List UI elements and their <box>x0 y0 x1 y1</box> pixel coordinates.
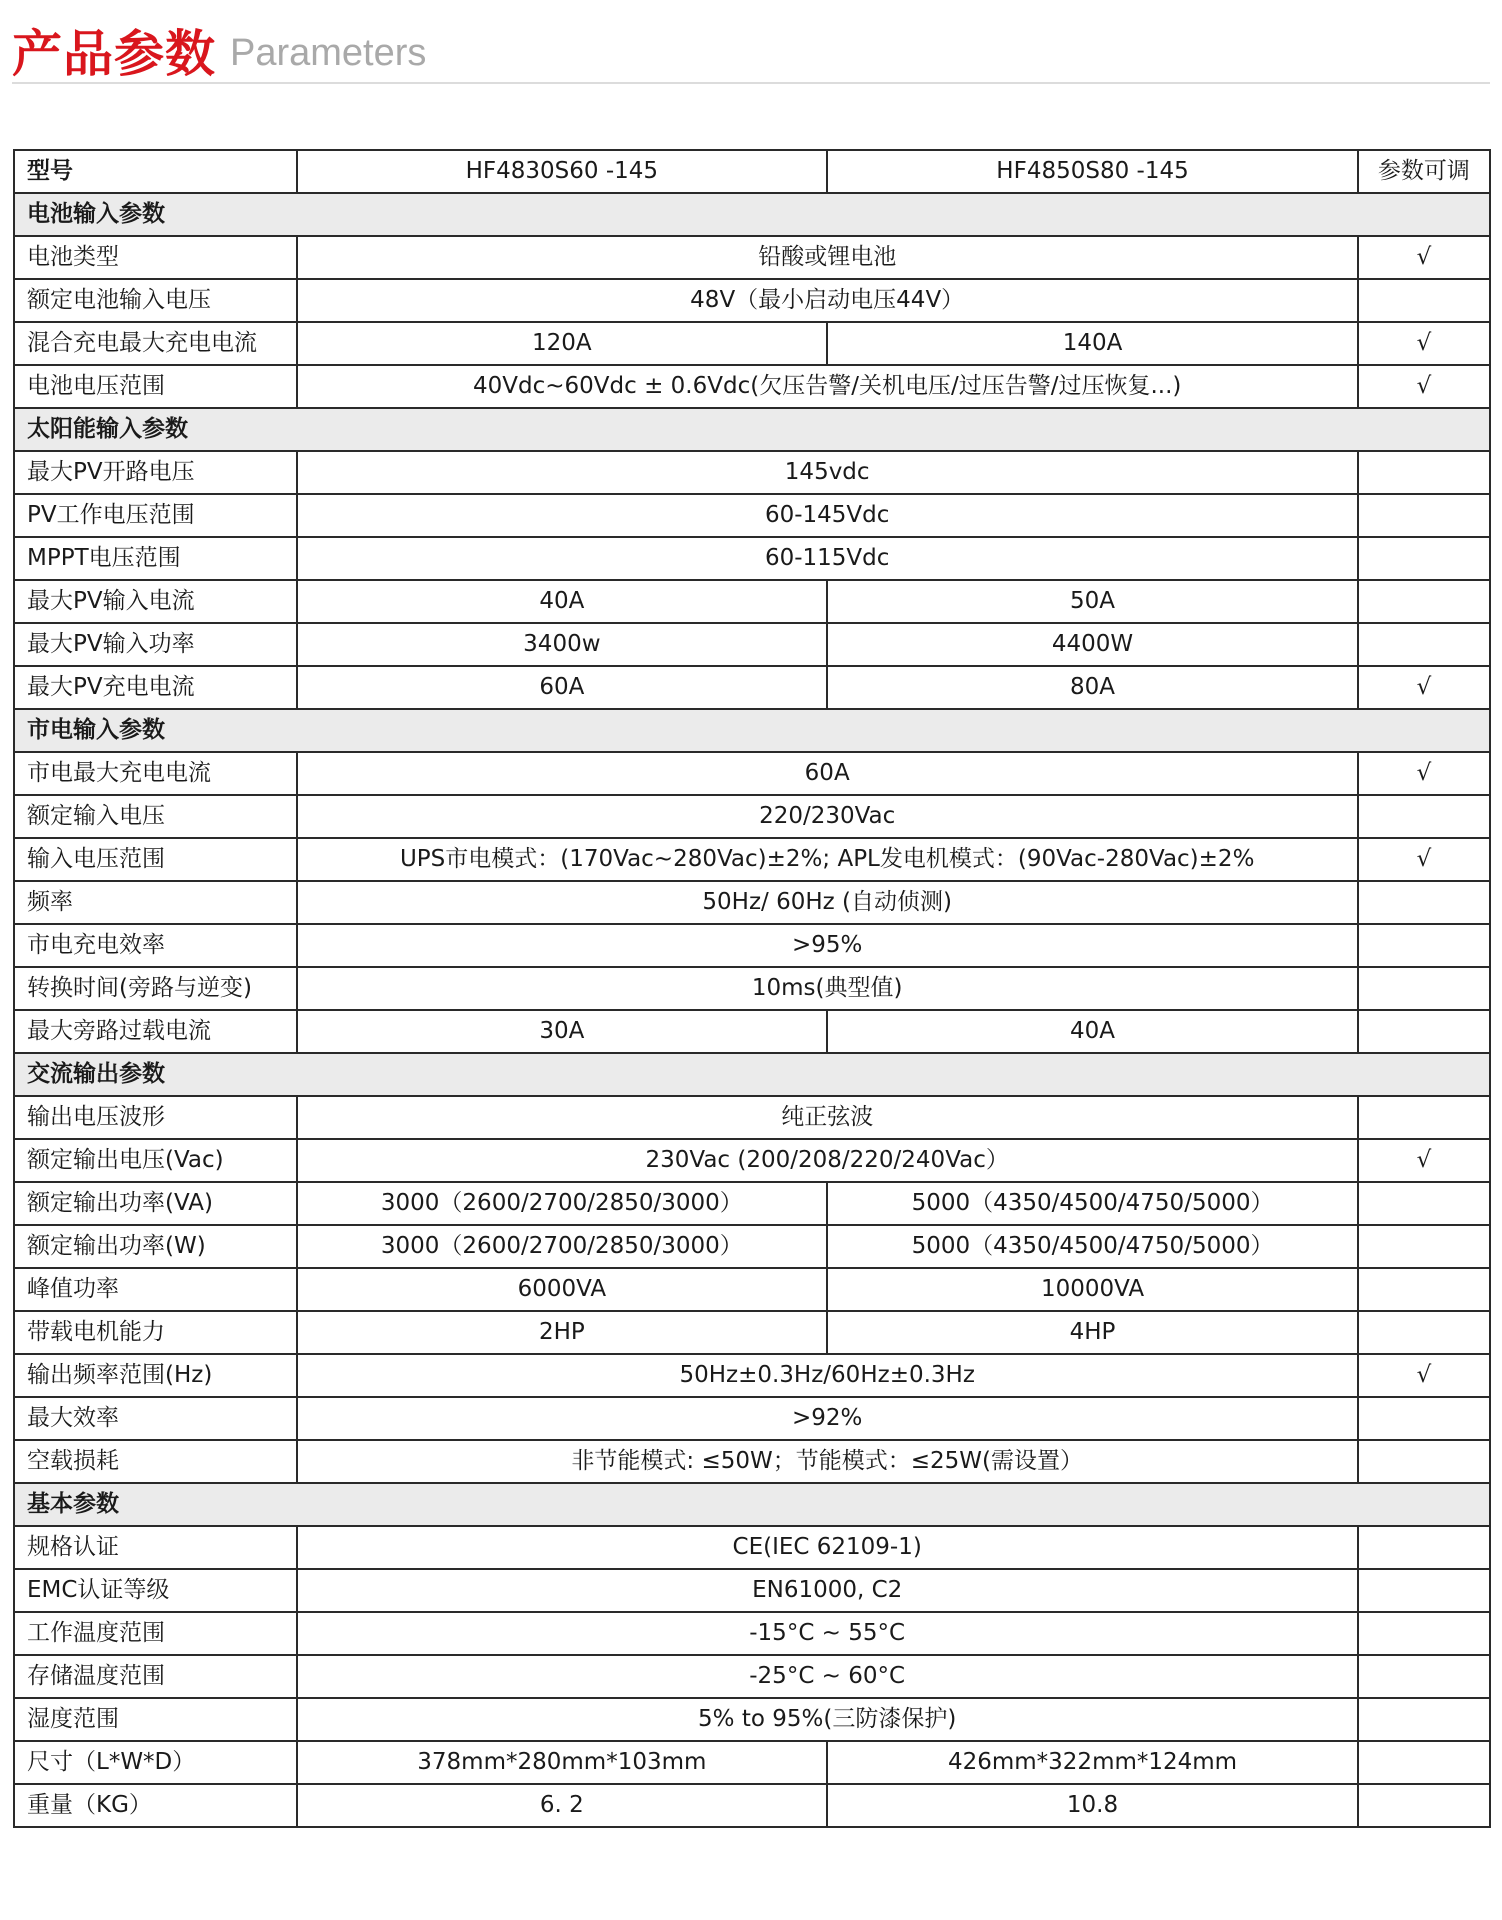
table-row <box>14 451 1490 494</box>
row-value-model-1: 120A <box>297 322 828 365</box>
row-label: 市电充电效率 <box>14 924 297 967</box>
page-subtitle: Parameters <box>230 32 427 74</box>
table-row <box>14 1655 1490 1698</box>
row-adjustable-mark: √ <box>1358 236 1490 279</box>
row-label: 最大PV输入电流 <box>14 580 297 623</box>
section-header-row <box>14 1483 1490 1526</box>
row-adjustable-mark: √ <box>1358 322 1490 365</box>
row-value-shared: 40Vdc~60Vdc ± 0.6Vdc(欠压告警/关机电压/过压告警/过压恢复...) <box>297 365 1358 408</box>
table-row <box>14 1182 1490 1225</box>
row-adjustable-mark <box>1358 279 1490 322</box>
table-row <box>14 666 1490 709</box>
table-row <box>14 1612 1490 1655</box>
row-adjustable-mark <box>1358 1569 1490 1612</box>
row-label: 额定输出电压(Vac) <box>14 1139 297 1182</box>
row-adjustable-mark <box>1358 1655 1490 1698</box>
table-row <box>14 1096 1490 1139</box>
table-row <box>14 1268 1490 1311</box>
table-row <box>14 1010 1490 1053</box>
row-adjustable-mark <box>1358 1440 1490 1483</box>
row-label: 最大效率 <box>14 1397 297 1440</box>
row-adjustable-mark: √ <box>1358 838 1490 881</box>
row-adjustable-mark <box>1358 580 1490 623</box>
table-row <box>14 1784 1490 1827</box>
row-label: 带载电机能力 <box>14 1311 297 1354</box>
row-adjustable-mark <box>1358 1268 1490 1311</box>
row-value-shared: 50Hz/ 60Hz (自动侦测) <box>297 881 1358 924</box>
row-value-shared: -25°C ~ 60°C <box>297 1655 1358 1698</box>
row-value-shared: 10ms(典型值) <box>297 967 1358 1010</box>
row-adjustable-mark <box>1358 1698 1490 1741</box>
row-adjustable-mark <box>1358 881 1490 924</box>
section-title: 市电输入参数 <box>14 709 1490 752</box>
row-value-shared: 60-115Vdc <box>297 537 1358 580</box>
table-row <box>14 838 1490 881</box>
row-label: 尺寸（L*W*D） <box>14 1741 297 1784</box>
row-value-model-1: 6. 2 <box>297 1784 828 1827</box>
row-label: 空载损耗 <box>14 1440 297 1483</box>
table-row <box>14 1354 1490 1397</box>
table-row <box>14 881 1490 924</box>
row-adjustable-mark <box>1358 451 1490 494</box>
row-value-model-2: 80A <box>827 666 1358 709</box>
row-label: 最大旁路过载电流 <box>14 1010 297 1053</box>
row-value-model-1: 6000VA <box>297 1268 828 1311</box>
section-header-row <box>14 193 1490 236</box>
row-adjustable-mark <box>1358 1225 1490 1268</box>
row-adjustable-mark <box>1358 1397 1490 1440</box>
header-adjustable: 参数可调 <box>1358 150 1490 193</box>
row-adjustable-mark <box>1358 1010 1490 1053</box>
row-value-shared: 5% to 95%(三防漆保护) <box>297 1698 1358 1741</box>
row-label: 市电最大充电电流 <box>14 752 297 795</box>
parameters-table <box>13 149 1491 1828</box>
row-label: 额定电池输入电压 <box>14 279 297 322</box>
row-value-model-1: 30A <box>297 1010 828 1053</box>
row-label: 电池类型 <box>14 236 297 279</box>
row-value-shared: CE(IEC 62109-1) <box>297 1526 1358 1569</box>
row-value-model-1: 2HP <box>297 1311 828 1354</box>
row-label: 输入电压范围 <box>14 838 297 881</box>
row-value-model-2: 40A <box>827 1010 1358 1053</box>
row-value-shared: 48V（最小启动电压44V） <box>297 279 1358 322</box>
row-value-model-1: 3400w <box>297 623 828 666</box>
table-row <box>14 322 1490 365</box>
row-adjustable-mark <box>1358 1784 1490 1827</box>
row-adjustable-mark <box>1358 1612 1490 1655</box>
row-value-model-2: 10000VA <box>827 1268 1358 1311</box>
row-value-shared: 145vdc <box>297 451 1358 494</box>
table-row <box>14 1741 1490 1784</box>
row-label: 额定输出功率(VA) <box>14 1182 297 1225</box>
table-header-row <box>14 150 1490 193</box>
row-label: MPPT电压范围 <box>14 537 297 580</box>
table-row <box>14 1526 1490 1569</box>
row-value-model-1: 60A <box>297 666 828 709</box>
section-title: 太阳能输入参数 <box>14 408 1490 451</box>
row-value-shared: EN61000, C2 <box>297 1569 1358 1612</box>
row-label: 湿度范围 <box>14 1698 297 1741</box>
row-value-model-2: 10.8 <box>827 1784 1358 1827</box>
row-label: 电池电压范围 <box>14 365 297 408</box>
row-value-shared: 铅酸或锂电池 <box>297 236 1358 279</box>
section-header-row <box>14 1053 1490 1096</box>
row-adjustable-mark <box>1358 537 1490 580</box>
row-adjustable-mark <box>1358 795 1490 838</box>
row-adjustable-mark <box>1358 1182 1490 1225</box>
row-adjustable-mark <box>1358 1096 1490 1139</box>
section-title: 基本参数 <box>14 1483 1490 1526</box>
row-value-shared: 非节能模式: ≤50W；节能模式：≤25W(需设置） <box>297 1440 1358 1483</box>
row-adjustable-mark: √ <box>1358 752 1490 795</box>
table-row <box>14 1311 1490 1354</box>
row-adjustable-mark: √ <box>1358 365 1490 408</box>
row-value-model-2: 4HP <box>827 1311 1358 1354</box>
row-label: PV工作电压范围 <box>14 494 297 537</box>
row-value-shared: 50Hz±0.3Hz/60Hz±0.3Hz <box>297 1354 1358 1397</box>
table-row <box>14 752 1490 795</box>
row-value-model-2: 4400W <box>827 623 1358 666</box>
section-header-row <box>14 709 1490 752</box>
row-value-model-2: 5000（4350/4500/4750/5000） <box>827 1182 1358 1225</box>
row-adjustable-mark <box>1358 1311 1490 1354</box>
row-label: EMC认证等级 <box>14 1569 297 1612</box>
row-value-model-1: 40A <box>297 580 828 623</box>
row-value-shared: >92% <box>297 1397 1358 1440</box>
row-value-model-2: 5000（4350/4500/4750/5000） <box>827 1225 1358 1268</box>
row-value-model-2: 426mm*322mm*124mm <box>827 1741 1358 1784</box>
row-label: 最大PV充电电流 <box>14 666 297 709</box>
table-row <box>14 1440 1490 1483</box>
table-row <box>14 795 1490 838</box>
row-label: 峰值功率 <box>14 1268 297 1311</box>
row-label: 混合充电最大充电电流 <box>14 322 297 365</box>
row-value-shared: >95% <box>297 924 1358 967</box>
row-adjustable-mark: √ <box>1358 1354 1490 1397</box>
row-value-shared: -15°C ~ 55°C <box>297 1612 1358 1655</box>
parameters-table-body <box>14 150 1490 1827</box>
row-adjustable-mark <box>1358 1526 1490 1569</box>
row-label: 转换时间(旁路与逆变) <box>14 967 297 1010</box>
row-value-model-1: 3000（2600/2700/2850/3000） <box>297 1225 828 1268</box>
header-model-label: 型号 <box>14 150 297 193</box>
table-row <box>14 1397 1490 1440</box>
table-row <box>14 236 1490 279</box>
row-label: 最大PV开路电压 <box>14 451 297 494</box>
row-label: 输出频率范围(Hz) <box>14 1354 297 1397</box>
row-adjustable-mark <box>1358 924 1490 967</box>
section-title: 交流输出参数 <box>14 1053 1490 1096</box>
row-label: 输出电压波形 <box>14 1096 297 1139</box>
row-label: 最大PV输入功率 <box>14 623 297 666</box>
row-label: 存储温度范围 <box>14 1655 297 1698</box>
section-header-row <box>14 408 1490 451</box>
row-value-model-1: 3000（2600/2700/2850/3000） <box>297 1182 828 1225</box>
table-row <box>14 1569 1490 1612</box>
table-row <box>14 365 1490 408</box>
row-value-shared: 60A <box>297 752 1358 795</box>
row-adjustable-mark <box>1358 623 1490 666</box>
table-row <box>14 580 1490 623</box>
table-row <box>14 924 1490 967</box>
row-value-shared: 230Vac (200/208/220/240Vac） <box>297 1139 1358 1182</box>
row-adjustable-mark <box>1358 494 1490 537</box>
row-adjustable-mark <box>1358 1741 1490 1784</box>
table-row <box>14 494 1490 537</box>
row-adjustable-mark: √ <box>1358 1139 1490 1182</box>
table-row <box>14 623 1490 666</box>
table-row <box>14 279 1490 322</box>
row-value-model-2: 50A <box>827 580 1358 623</box>
row-value-model-2: 140A <box>827 322 1358 365</box>
page-header <box>12 12 1490 84</box>
row-value-shared: 纯正弦波 <box>297 1096 1358 1139</box>
table-row <box>14 1698 1490 1741</box>
row-value-shared: 220/230Vac <box>297 795 1358 838</box>
row-label: 频率 <box>14 881 297 924</box>
row-label: 额定输入电压 <box>14 795 297 838</box>
row-value-shared: UPS市电模式：(170Vac~280Vac)±2%; APL发电机模式：(90Vac-280Vac)±2% <box>297 838 1358 881</box>
section-title: 电池输入参数 <box>14 193 1490 236</box>
row-adjustable-mark: √ <box>1358 666 1490 709</box>
row-value-model-1: 378mm*280mm*103mm <box>297 1741 828 1784</box>
header-model-2: HF4850S80 -145 <box>827 150 1358 193</box>
table-row <box>14 967 1490 1010</box>
table-row <box>14 537 1490 580</box>
table-row <box>14 1225 1490 1268</box>
row-adjustable-mark <box>1358 967 1490 1010</box>
header-model-1: HF4830S60 -145 <box>297 150 828 193</box>
row-label: 重量（KG） <box>14 1784 297 1827</box>
page-title: 产品参数 <box>12 25 216 83</box>
row-label: 工作温度范围 <box>14 1612 297 1655</box>
row-label: 规格认证 <box>14 1526 297 1569</box>
row-label: 额定输出功率(W) <box>14 1225 297 1268</box>
row-value-shared: 60-145Vdc <box>297 494 1358 537</box>
table-row <box>14 1139 1490 1182</box>
